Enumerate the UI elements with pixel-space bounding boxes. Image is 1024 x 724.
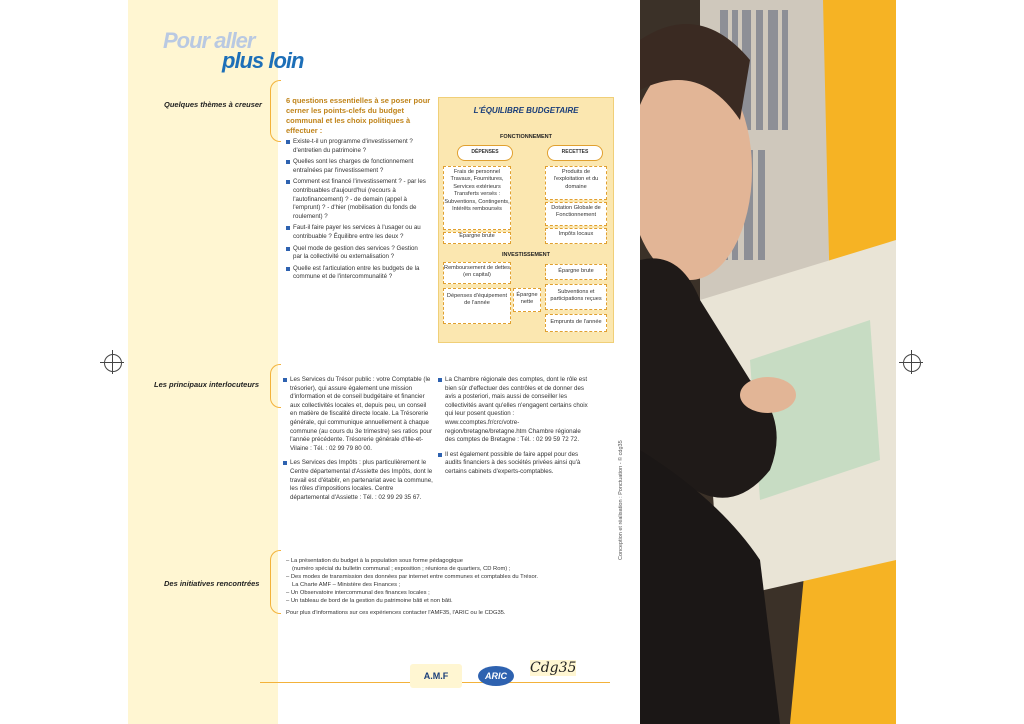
recettes-pill: RECETTES — [547, 145, 603, 161]
section-label-themes: Quelques thèmes à creuser — [164, 100, 262, 109]
questions-heading: 6 questions essentielles à se poser pour cerner les points-clefs du budget communal et les choix politiques à effectuer : — [286, 96, 431, 135]
section-label-interlocutors: Les principaux interlocuteurs — [154, 380, 260, 389]
inv-subventions-box: Subventions et participations reçues — [545, 284, 607, 310]
amf-logo: A.M.F — [410, 664, 462, 688]
credit-text: Conception et réalisation : Ponctuation - © cdg35 — [618, 440, 624, 560]
recettes-impots-box: Impôts locaux — [545, 228, 607, 244]
bracket-interlocutors — [270, 364, 281, 408]
question-item: Quel mode de gestion des services ? Gestion par la collectivité ou externalisation ? — [286, 245, 426, 262]
budget-diagram — [438, 97, 614, 343]
photo-illustration — [640, 0, 896, 724]
interlocutor-item: La Chambre régionale des comptes, dont le rôle est bien sûr d'effectuer des contrôles et de donner des avis a posteriori, mais aussi de conseiller les collectivités avant qu'elles n'engagent certains choix qui leur posent question : www.ccomptes.fr/crc/votre-region/bretagne/bretagne.htm Chambre régionale des comptes de Bretagne : Tél. : 02 99 59 72 72. — [438, 376, 588, 445]
budget-title: L'ÉQUILIBRE BUDGETAIRE — [473, 106, 579, 115]
initiative-line: – Un tableau de bord de la gestion du patrimoine bâti et non bâti. — [286, 598, 453, 604]
interlocutor-item: Les Services du Trésor public : votre Comptable (le trésorier), qui assure également une mission d'information et de conseil budgétaire et financier aux collectivités locales et, depuis peu, un conseil en matière de fiscalité directe locale. La Trésorerie générale, qui communique annuellement à chaque commune (au cours du 3e trimestre) ses ratios pour l'année précédente. Trésorerie générale d'Ille-et-Vilaine : Tél. : 02 99 79 80 00. — [283, 376, 433, 453]
title-line-1: Pour aller — [163, 28, 255, 53]
crop-line-left-v — [112, 350, 113, 374]
interlocutors-left — [283, 376, 433, 505]
cdg35-logo: Cdg35 — [530, 660, 577, 676]
fonctionnement-label: FONCTIONNEMENT — [500, 134, 552, 140]
inv-epargne-nette-box: Épargne nette — [513, 288, 541, 312]
recettes-dotation-box: Dotation Globale de Fonctionnement — [545, 202, 607, 226]
photo-woman-reading — [640, 0, 896, 724]
initiative-line: – Des modes de transmission des données par internet entre communes et comptables du Trésor. — [286, 574, 538, 580]
questions-list — [286, 138, 426, 285]
inv-emprunts-box: Emprunts de l'année — [545, 314, 607, 332]
interlocutor-item: Il est également possible de faire appel pour des audits financiers à des sociétés privées ainsi qu'à certains cabinets d'experts-comptables. — [438, 451, 588, 477]
inv-depenses-equip-box: Dépenses d'équipement de l'année — [443, 288, 511, 324]
bracket-initiatives — [270, 550, 281, 614]
epargne-brute-depenses: Épargne brute — [443, 232, 511, 244]
initiative-line: – La présentation du budget à la population sous forme pédagogique — [286, 558, 463, 564]
question-item: Quelles sont les charges de fonctionnement entraînées par l'investissement ? — [286, 158, 426, 175]
initiative-line: (numéro spécial du bulletin communal ; exposition ; réunions de quartiers, CD Rom) ; — [292, 566, 511, 572]
question-item: Quelle est l'articulation entre les budgets de la commune et de l'intercommunalité ? — [286, 265, 426, 282]
depenses-pill: DÉPENSES — [457, 145, 513, 161]
initiative-line: La Charte AMF – Ministère des Finances ; — [292, 582, 401, 588]
crop-mark-left — [104, 354, 122, 372]
question-item: Existe-t-il un programme d'investissement ? d'entretien du patrimoine ? — [286, 138, 426, 155]
interlocutor-item: Les Services des Impôts : plus particulièrement le Centre départemental d'Assiette des Impôts, dont le travail est d'établir, en partenariat avec la commune, les rôles d'impositions locales. Centre départemental d'Assiette : Tél. : 02 99 29 35 67. — [283, 459, 433, 502]
aric-logo: ARIC — [478, 666, 514, 686]
initiatives-footer: Pour plus d'informations sur ces expériences contacter l'AMF35, l'ARIC ou le CDG35. — [286, 610, 506, 616]
depenses-fonctionnement-box: Frais de personnel Travaux, Fournitures, Services extérieurs Transferts versés : Subventions, Contingents, Intérêts remboursés — [443, 166, 511, 230]
initiatives-list — [286, 557, 586, 617]
recettes-produits-box: Produits de l'exploitation et du domaine — [545, 166, 607, 200]
question-item: Faut-il faire payer les services à l'usager ou au contribuable ? Équilibre entre les deux ? — [286, 224, 426, 241]
crop-mark-right — [903, 354, 921, 372]
title-line-2: plus loin — [222, 48, 304, 73]
crop-line-right-v — [911, 350, 912, 374]
interlocutors-right — [438, 376, 588, 480]
question-item: Comment est financé l'investissement ? - par les contribuables d'aujourd'hui (recours à l'autofinancement) ? - de demain (appel à l'emprunt) ? - d'hier (mobilisation du fonds de roulement) ? — [286, 178, 426, 221]
section-label-initiatives: Des initiatives rencontrées — [164, 579, 260, 588]
initiative-line: – Un Observatoire intercommunal des finances locales ; — [286, 590, 430, 596]
investissement-label: INVESTISSEMENT — [502, 252, 550, 258]
bracket-themes — [270, 80, 281, 142]
inv-epargne-brute-box: Épargne brute — [545, 264, 607, 280]
inv-remboursement-box: Remboursement de dettes (en capital) — [443, 262, 511, 284]
